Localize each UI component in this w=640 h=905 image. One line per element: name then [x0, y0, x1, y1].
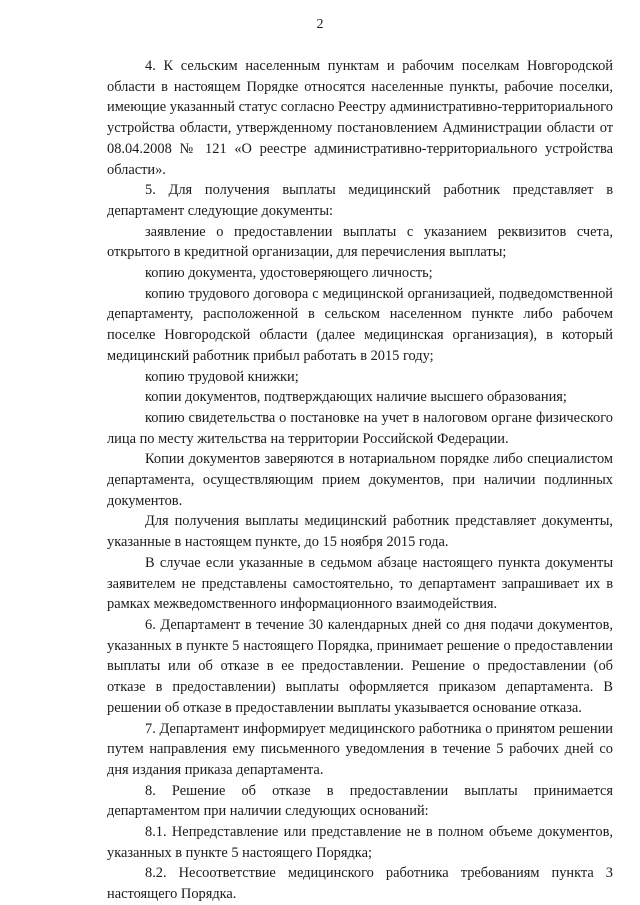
paragraph-item-4: 4. К сельским населенным пунктам и рабочим поселкам Новгородской области в настоящем Порядке относятся населенные пункты, рабочие поселки, имеющие указанный статус согласно Реестру административно-территориального устройства области, утвержденному постановлением Администрации области от 08.04.2008 № 121 «О реестре административно-территориального устройства области». [107, 58, 613, 178]
document-list-labor-contract: копию трудового договора с медицинской организацией, подведомственной департаменту, расположенной в сельском населенном пункте либо рабочем поселке Новгородской области (далее медицинская организация), в который медицинский работник прибыл работать в 2015 году; [107, 285, 613, 364]
document-list-tax-certificate: копию свидетельства о постановке на учет в налоговом органе физического лица по месту жительства на территории Российской Федерации. [107, 409, 613, 447]
document-list-work-book: копию трудовой книжки; [145, 368, 299, 385]
paragraph-item-8: 8. Решение об отказе в предоставлении выплаты принимается департаментом при наличии следующих оснований: [107, 782, 613, 820]
document-list-education: копии документов, подтверждающих наличие высшего образования; [145, 389, 567, 406]
paragraph-item-8-1: 8.1. Непредставление или представление не в полном объеме документов, указанных в пункте 5 настоящего Порядка; [107, 824, 613, 861]
paragraph-item-7: 7. Департамент информирует медицинского работника о принятом решении путем направления ему письменного уведомления в течение 5 рабочих дней со дня издания приказа департамента. [107, 720, 613, 778]
document-list-application: заявление о предоставлении выплаты с указанием реквизитов счета, открытого в кредитной организации, для перечисления выплаты; [107, 223, 613, 261]
paragraph-interagency-request: В случае если указанные в седьмом абзаце настоящего пункта документы заявителем не представлены самостоятельно, то департамент запрашивает их в рамках межведомственного информационного взаимодействия. [107, 554, 613, 613]
document-list-identity: копию документа, удостоверяющего личность; [145, 265, 433, 282]
paragraph-item-5: 5. Для получения выплаты медицинский работник представляет в департамент следующие документы: [107, 182, 613, 219]
document-body [107, 56, 613, 905]
paragraph-item-6: 6. Департамент в течение 30 календарных дней со дня подачи документов, указанных в пункте 5 настоящего Порядка, принимает решение о предоставлении выплаты или об отказе в ее предоставлении. Решение о предоставлении (об отказе в предоставлении) выплаты оформляется приказом департамента. В решении об отказе в предоставлении выплаты указывается основание отказа. [107, 616, 613, 716]
paragraph-notarization: Копии документов заверяются в нотариальном порядке либо специалистом департамента, осуществляющим прием документов, при наличии подлинных документов. [107, 451, 613, 509]
page-number: 2 [316, 17, 324, 32]
paragraph-item-8-2: 8.2. Несоответствие медицинского работника требованиям пункта 3 настоящего Порядка. [107, 865, 613, 903]
paragraph-deadline: Для получения выплаты медицинский работник представляет документы, указанные в настоящем пункте, до 15 ноября 2015 года. [107, 513, 613, 551]
